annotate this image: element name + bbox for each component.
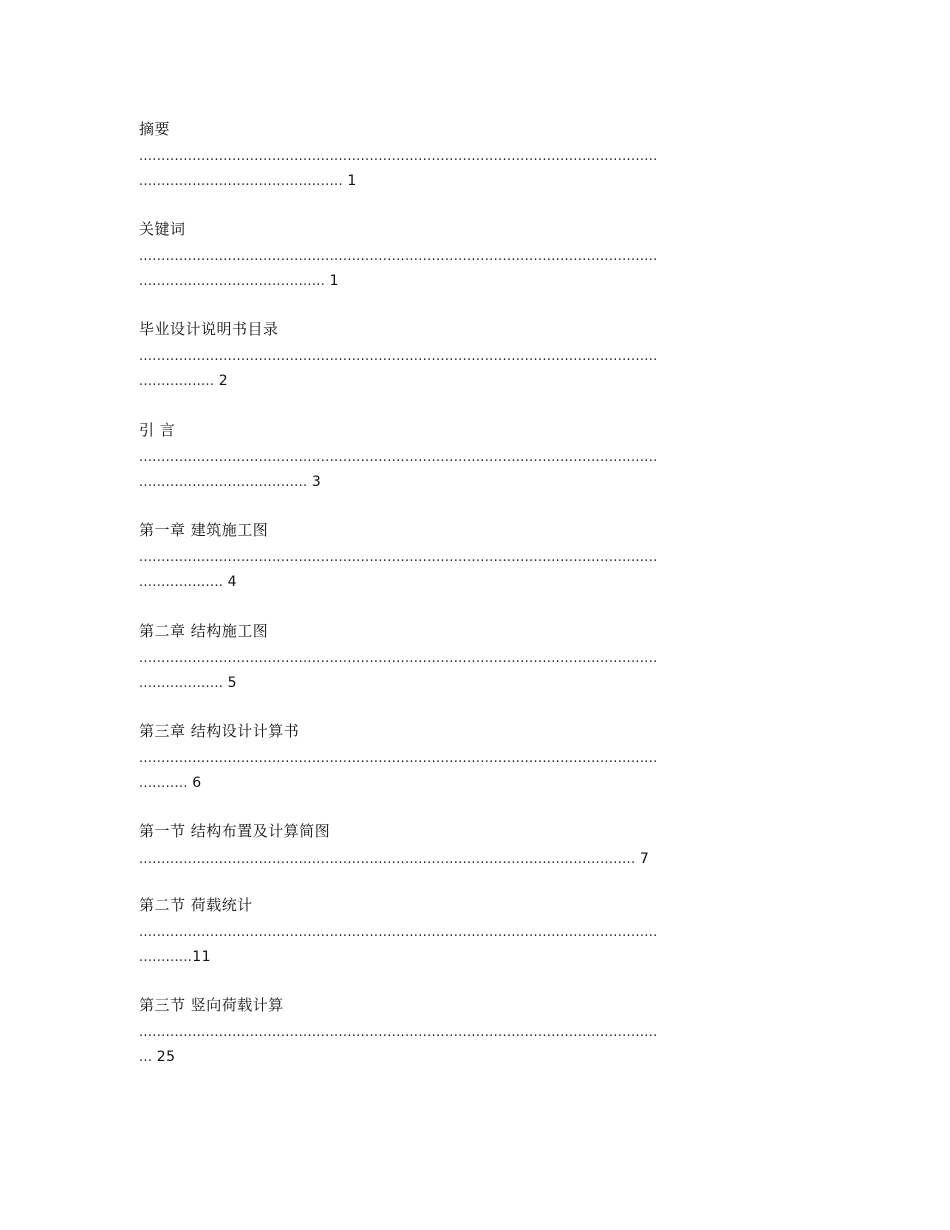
toc-page-number: 1 <box>347 173 357 189</box>
toc-entry-abstract[interactable] <box>139 119 811 191</box>
toc-leader-line <box>139 549 811 567</box>
toc-leader-line <box>139 774 811 793</box>
toc-entry-chapter-1[interactable] <box>139 520 811 592</box>
dot-leaders: .............................................. <box>139 174 343 189</box>
toc-page-number: 6 <box>192 775 202 791</box>
toc-leader-line <box>139 674 811 693</box>
toc-entry-title: 第二节 荷载统计 <box>139 896 253 914</box>
toc-leader-line <box>139 148 811 166</box>
toc-page-number: 5 <box>227 675 238 691</box>
toc-entry-title: 摘要 <box>139 120 171 138</box>
toc-entry-chapter-3[interactable] <box>139 721 811 793</box>
toc-entry-keywords[interactable] <box>139 219 811 291</box>
toc-entry-title: 第三节 竖向荷载计算 <box>139 996 284 1014</box>
dot-leaders: ... <box>139 1050 153 1065</box>
toc-entry-title: 第一节 结构布置及计算简图 <box>139 822 331 840</box>
toc-leader-line <box>139 1048 811 1067</box>
dot-leaders: ................... <box>139 676 224 691</box>
dot-leaders: ..................................................................................................................... <box>139 349 658 364</box>
toc-page-number: 7 <box>639 851 650 867</box>
toc-page-number: 2 <box>218 373 229 389</box>
toc-page-number: 1 <box>329 273 340 289</box>
toc-entry-introduction[interactable] <box>139 420 811 492</box>
toc-leader-line <box>139 272 811 291</box>
toc-leader-line <box>139 924 811 942</box>
dot-leaders: ........... <box>139 776 188 791</box>
dot-leaders: ............ <box>139 950 193 965</box>
toc-entry-title: 毕业设计说明书目录 <box>139 320 279 338</box>
toc-entry-chapter-2[interactable] <box>139 621 811 693</box>
toc-entry-title: 第一章 建筑施工图 <box>139 521 269 539</box>
toc-leader-line <box>139 1024 811 1042</box>
toc-entry-title: 引 言 <box>139 421 176 439</box>
dot-leaders: ................................................................................................................ <box>139 852 636 867</box>
toc-leader-line <box>139 348 811 366</box>
toc-leader-line <box>139 372 811 391</box>
dot-leaders: ..................................................................................................................... <box>139 925 658 940</box>
toc-leader-line <box>139 750 811 768</box>
toc-page-number: 4 <box>227 574 238 590</box>
dot-leaders: ................... <box>139 575 224 590</box>
toc-entry-design-contents[interactable] <box>139 319 811 391</box>
toc-entry-title: 关键词 <box>139 220 186 238</box>
dot-leaders: ..................................................................................................................... <box>139 751 658 766</box>
dot-leaders: ...................................... <box>139 475 308 490</box>
dot-leaders: ..................................................................................................................... <box>139 1025 658 1040</box>
dot-leaders: ................. <box>139 374 215 389</box>
toc-leader-line <box>139 948 811 967</box>
dot-leaders: ..................................................................................................................... <box>139 249 658 264</box>
toc-entry-section-1[interactable] <box>139 821 811 869</box>
toc-page-number: 25 <box>156 1049 176 1065</box>
dot-leaders: ..................................................................................................................... <box>139 550 658 565</box>
toc-page-number: 11 <box>192 949 212 965</box>
toc-page-number: 3 <box>311 474 322 490</box>
dot-leaders: .......................................... <box>139 274 326 289</box>
toc-entry-section-2[interactable] <box>139 895 811 967</box>
toc-leader-line <box>139 850 811 869</box>
toc-entry-title: 第三章 结构设计计算书 <box>139 722 300 740</box>
dot-leaders: ..................................................................................................................... <box>139 651 658 666</box>
toc-leader-line <box>139 573 811 592</box>
dot-leaders: ..................................................................................................................... <box>139 450 658 465</box>
toc-leader-line <box>139 248 811 266</box>
toc-entry-title: 第二章 结构施工图 <box>139 622 269 640</box>
toc-leader-line <box>139 172 811 191</box>
toc-leader-line <box>139 650 811 668</box>
toc-leader-line <box>139 449 811 467</box>
toc-entry-section-3[interactable] <box>139 995 811 1067</box>
dot-leaders: ..................................................................................................................... <box>139 149 658 164</box>
toc-leader-line <box>139 473 811 492</box>
